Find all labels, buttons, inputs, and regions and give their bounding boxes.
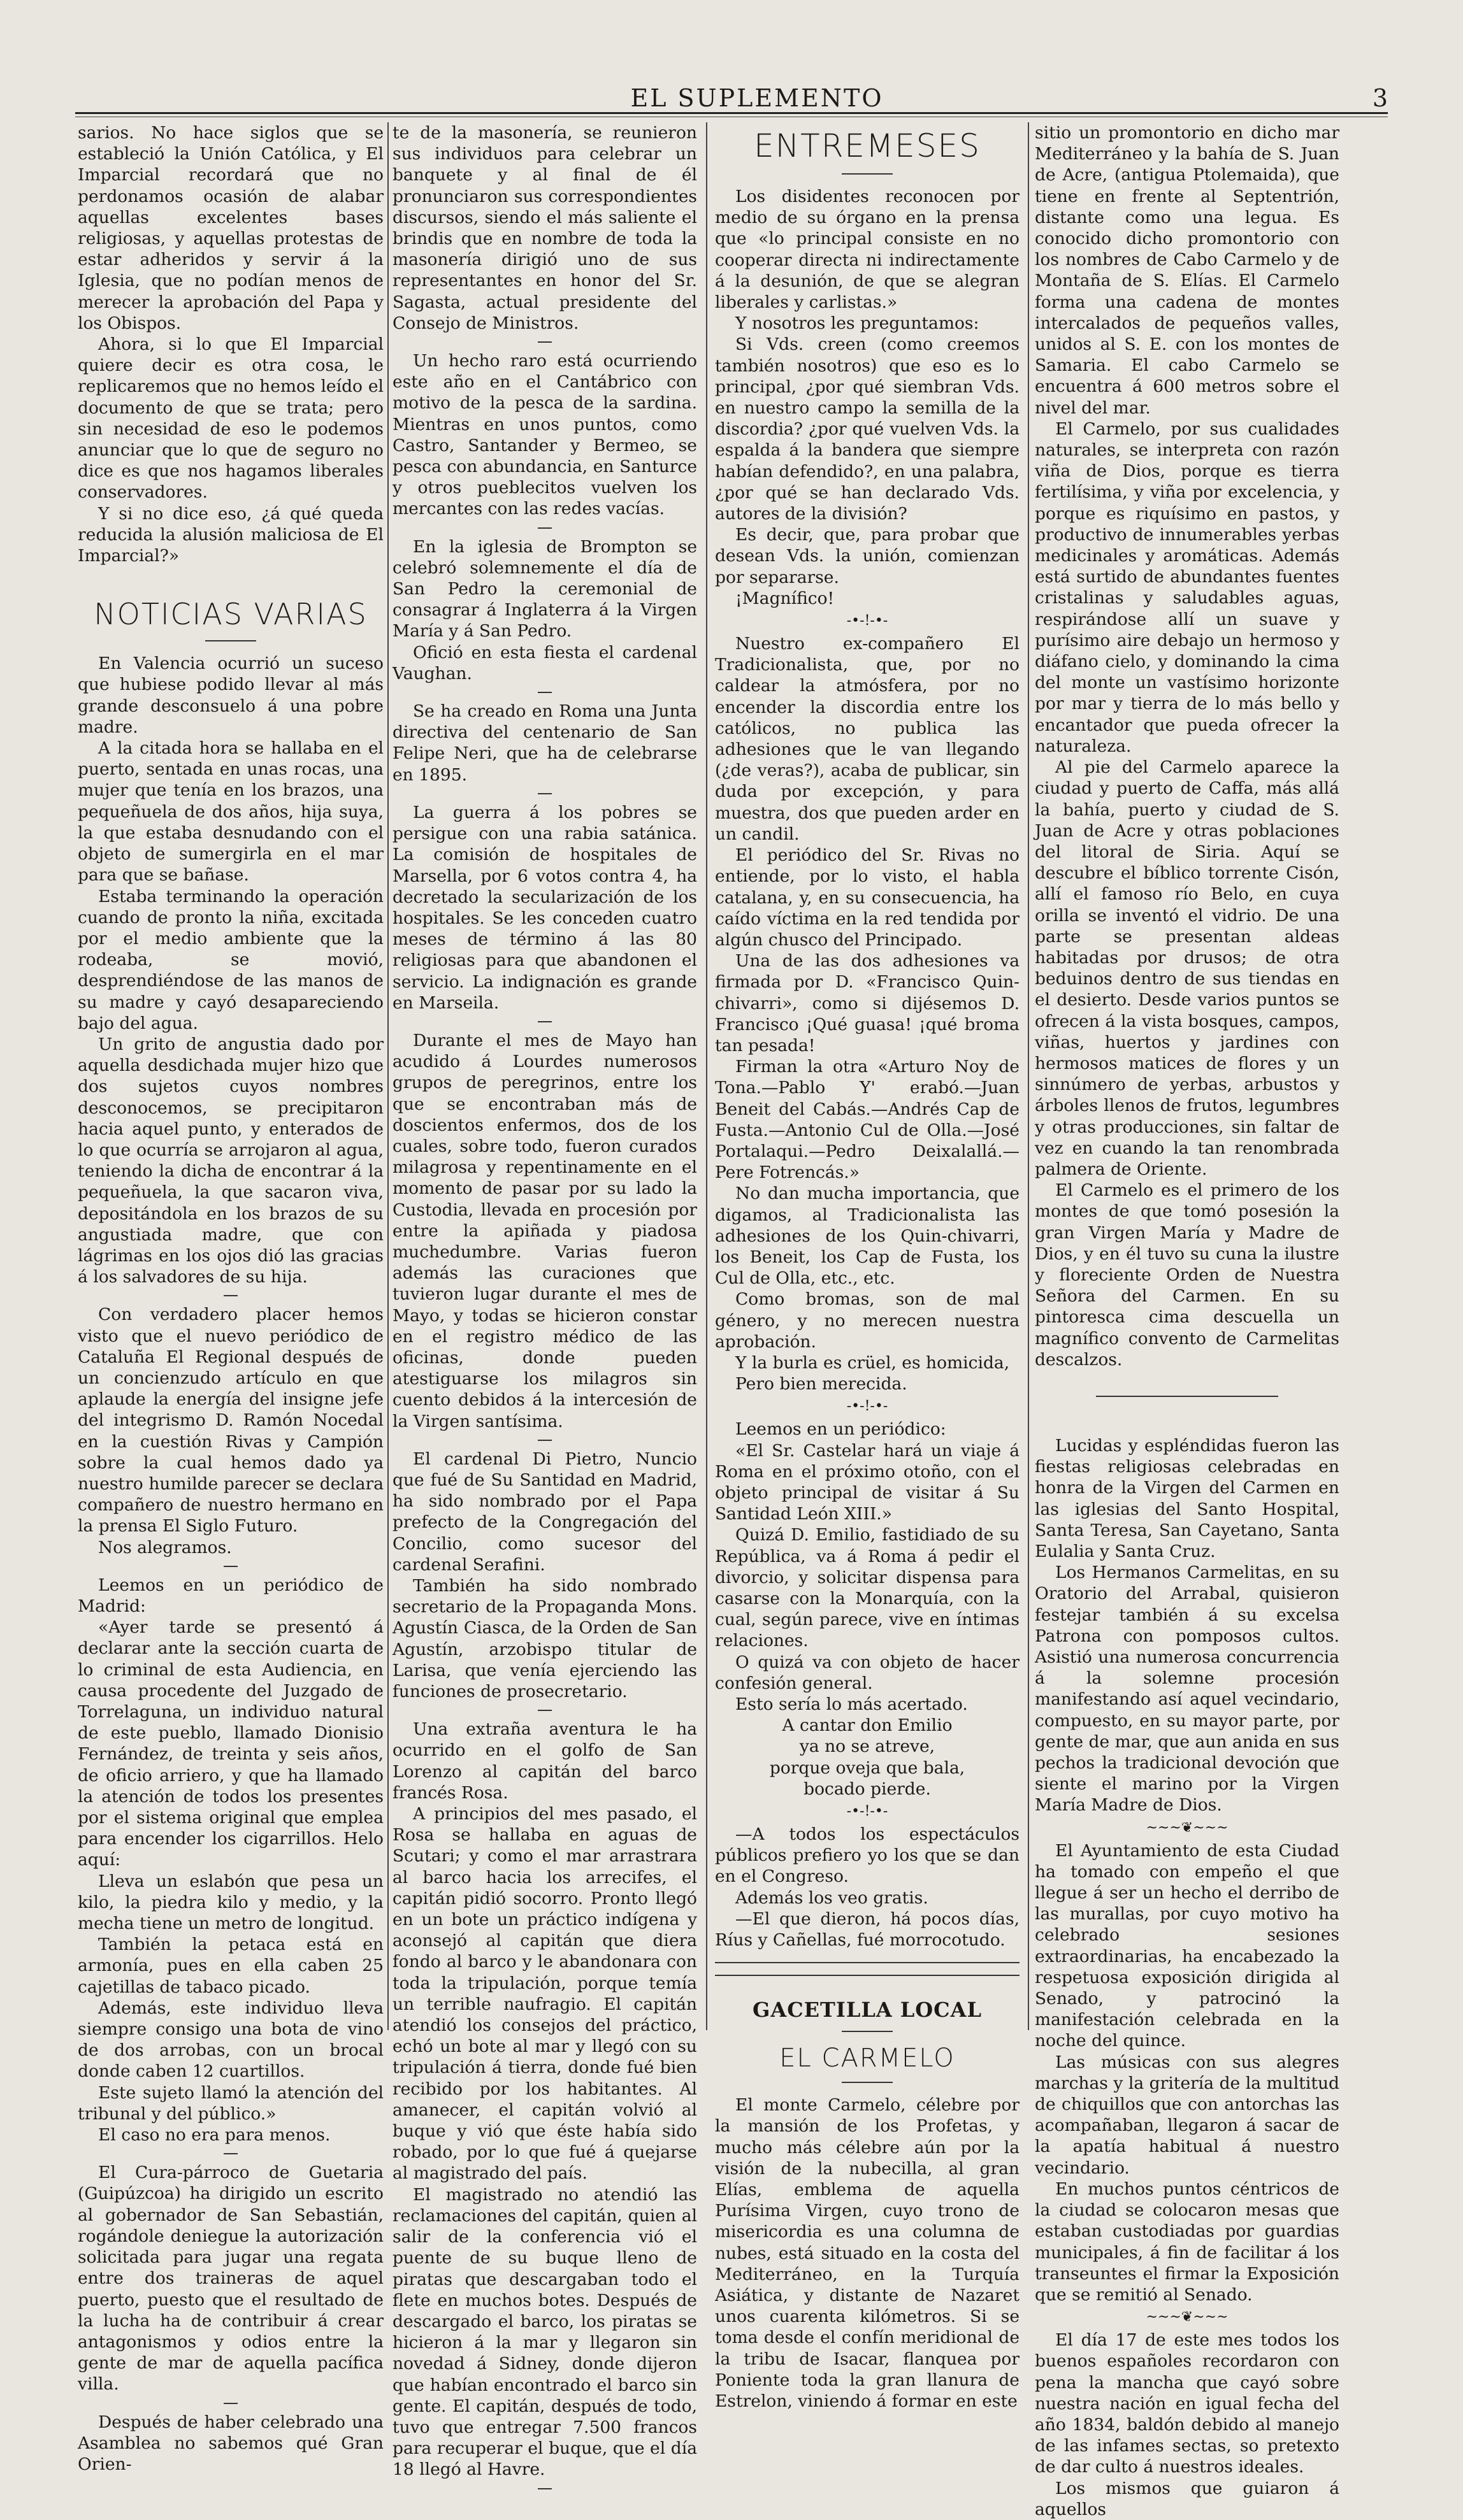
- paragraph: Como bromas, son de mal género, y no merecen nuestra aprobación.: [715, 1289, 1020, 1352]
- paragraph: La guerra á los pobres se persigue con una rabia satánica. La comisión de hospitales de Marsella, por 6 votos contra 4, ha decretado la secularización de los hospitales. Se les conceden cuatro meses de término á las 80 religiosas para que abandonen el servicio. La indignación es grande en Marseila.: [393, 802, 697, 1013]
- separator: [538, 341, 552, 343]
- ornament-separator: -•-!-•-: [846, 613, 888, 629]
- paragraph: El Cura-párroco de Guetaria (Guipúzcoa) ha dirigido un escrito al gobernador de San Sebastián, rogándole deniegue la autorización solicitada para jugar una regata entre dos traineras de aquel puerto, puesto que el resultado de la lucha ha de contribuir á crear antagonismos y odios entre la gente de mar de aquella pacífica villa.: [78, 2163, 384, 2395]
- paragraph: No dan mucha importancia, que digamos, al Tradicionalista las adhesiones de los Quin-chivarri, los Beneit, los Cap de Fusta, los Cul de Olla, etc., etc.: [715, 1184, 1020, 1289]
- paragraph: Una extraña aventura le ha ocurrido en el golfo de San Lorenzo al capitán del barco francés Rosa.: [393, 1719, 697, 1803]
- paragraph: ¡Magnífico!: [735, 588, 835, 608]
- separator: [224, 2403, 238, 2404]
- column-divider: [706, 122, 707, 2030]
- paragraph: Leemos en un periódico de Madrid:: [78, 1575, 384, 1616]
- paragraph: sarios. No hace siglos que se estableció la Unión Católica, y El Imparcial recordará que no perdonamos ocasión de alabar aquellas excelentes bases religiosas, y aquellas protestas de estar adheridos y servir á la Iglesia, que no podían menos de merecer la aprobación del Papa y los Obispos.: [78, 123, 384, 333]
- section-divider: [715, 1962, 1020, 1963]
- section-rule: [205, 640, 256, 641]
- paragraph: A la citada hora se hallaba en el puerto, sentada en unas rocas, una mujer que tenía en los brazos, una pequeñuela de dos años, hija suya, la que estaba desnudando con el objeto de sumergirla en el mar para que se bañase.: [78, 738, 384, 885]
- separator: [538, 527, 552, 529]
- paragraph: El caso no era para menos.: [98, 2125, 331, 2145]
- paragraph: Lucidas y espléndidas fueron las fiestas religiosas celebradas en honra de la Virgen del Carmen en las iglesias del Santo Hospital, Santa Teresa, San Cayetano, Santa Eulalia y Santa Cruz.: [1035, 1435, 1339, 1561]
- section-title-carmelo: EL CARMELO: [779, 2044, 955, 2073]
- header-rule: [75, 112, 1388, 114]
- page-header: [75, 82, 1388, 120]
- section-title-noticias: NOTICIAS VARIAS: [94, 597, 368, 632]
- running-title: EL SUPLEMENTO: [630, 84, 884, 112]
- separator: [538, 1710, 552, 1711]
- paragraph: Los mismos que guiaron á aquellos: [1035, 2478, 1339, 2519]
- paragraph: Quizá D. Emilio, fastidiado de su República, va á Roma á pedir el divorcio, y solicitar dispensa para casarse con la Monarquía, con la cual, según parece, vive en íntimas relaciones.: [715, 1525, 1020, 1651]
- paragraph: Esto sería lo más acertado.: [735, 1694, 968, 1715]
- paragraph: Y si no dice eso, ¿á qué queda reducida la alusión maliciosa de El Imparcial?»: [78, 503, 384, 566]
- paragraph: Lleva un eslabón que pesa un kilo, la piedra kilo y medio, y la mecha tiene un metro de longitud.: [78, 1871, 384, 1934]
- paragraph: Un grito de angustia dado por aquella desdichada mujer hizo que dos sujetos cuyos nombres desconocemos, se precipitaron hacia aquel punto, y enterados de lo que ocurría se arrojaron al agua, teniendo la dicha de encontrar á la pequeñuela, la que sacaron viva, depositándola en los brazos de su angustiada madre, que con lágrimas en los ojos dió las gracias á los salvadores de su hija.: [78, 1034, 384, 1287]
- paragraph: Ofició en esta fiesta el cardenal Vaughan.: [393, 642, 697, 684]
- paragraph: En Valencia ocurrió un suceso que hubiese podido llevar al más grande desconsuelo á una pobre madre.: [78, 654, 384, 737]
- paragraph: Nuestro ex-compañero El Tradicionalista, que, por no caldear la atmósfera, por no encender la discordia entre los católicos, no publica las adhesiones que le van llegando (¿de veras?), acaba de publicar, sin duda por excepción, y para muestra, dos que pueden arder en un candil.: [715, 634, 1020, 844]
- section-divider: [1096, 1396, 1279, 1397]
- paragraph: Con verdadero placer hemos visto que el nuevo periódico de Cataluña El Regional después de un concienzudo artículo en que aplaude la energía del insigne jefe del integrismo D. Ramón Nocedal en la cuestión Rivas y Campión sobre la cual hemos dado ya nuestro humilde parecer se declara compañero de nuestro hermano en la prensa El Siglo Futuro.: [78, 1305, 384, 1536]
- paragraph: Y nosotros les preguntamos:: [735, 313, 979, 334]
- paragraph: «Ayer tarde se presentó á declarar ante la sección cuarta de lo criminal de esta Audiencia, en causa procedente del Juzgado de Torrelaguna, un individuo natural de este pueblo, llamado Dionisio Fernández, de treinta y seis años, de oficio arriero, y que ha llamado la atención de todos los presentes por el sistema original que emplea para encender los cigarrillos. Helo aquí:: [78, 1617, 384, 1870]
- paragraph: El Carmelo, por sus cualidades naturales, se interpreta con razón viña de Dios, porque es tierra fertilísima, y viña por excelencia, y porque es riquísimo en pastos, y productivo de innumerables yerbas medicinales y aromáticas. Además está surtido de abundantes fuentes cristalinas y saludables aguas, respirándose allí un suave y purísimo aire debajo un hermoso y diáfano cielo, y dominando la cima del monte un vastísimo horizonte por mar y tierra de lo más bello y encantador que pueda ofrecer la naturaleza.: [1035, 419, 1339, 756]
- paragraph: El Ayuntamiento de esta Ciudad ha tomado con empeño el que llegue á ser un hecho el derribo de las murallas, por cuyo motivo ha celebrado sesiones extraordinarias, ha encabezado la respetuosa exposición dirigida al Senado, y patrocinó la manifestación celebrada en la noche del quince.: [1035, 1840, 1339, 2051]
- paragraph: También ha sido nombrado secretario de la Propaganda Mons. Agustín Ciasca, de la Orden de San Agustín, arzobispo titular de Larisa, que venía ejerciendo las funciones de prosecretario.: [393, 1576, 697, 1702]
- separator: [538, 2488, 552, 2489]
- paragraph: Durante el mes de Mayo han acudido á Lourdes numerosos grupos de peregrinos, entre los que se encontraban más de doscientos enfermos, dos de los cuales, sobre todo, fueron curados milagrosa y repentinamente en el momento de pasar por su lado la Custodia, llevada en procesión por entre la apiñada y piadosa muchedumbre. Varias fueron además las curaciones que tuvieron lugar durante el mes de Mayo, y todas se hicieron constar en el registro médico de las oficinas, donde pueden atestiguarse los milagros sin cuento debidos á la intercesión de la Virgen santísima.: [393, 1030, 697, 1431]
- separator: [538, 793, 552, 794]
- paragraph: Después de haber celebrado una Asamblea no sabemos qué Gran Orien-: [78, 2412, 384, 2474]
- verse-line: porque oveja que bala,: [769, 1758, 965, 1778]
- paragraph: Si Vds. creen (como creemos también nosotros) que eso es lo principal, ¿por qué siembran Vds. en nuestro campo la semilla de la discordia? ¿por qué vuelven Vds. la espalda á la bandera que siempre habían defendido?, en una palabra, ¿por qué se han declarado Vds. autores de la división?: [715, 334, 1020, 524]
- ornament-separator: -•-!-•-: [846, 1803, 888, 1820]
- column-1: [78, 122, 384, 2474]
- paragraph: En la iglesia de Brompton se celebró solemnemente el día de San Pedro la ceremonial de consagrar á Inglaterra á la Virgen María y á San Pedro.: [393, 536, 697, 641]
- column-divider: [1028, 122, 1029, 2030]
- separator: [538, 692, 552, 693]
- section-title-gacetilla: GACETILLA LOCAL: [753, 1998, 982, 2022]
- separator: [538, 1440, 552, 1441]
- column-2: [393, 122, 697, 2480]
- paragraph: Pero bien merecida.: [735, 1374, 907, 1394]
- section-rule: [842, 2082, 893, 2083]
- section-divider: [715, 1975, 1020, 1976]
- verse-line: A cantar don Emilio: [782, 1715, 953, 1736]
- section-title-entremeses: ENTREMESES: [754, 127, 981, 164]
- paragraph: Un hecho raro está ocurriendo este año en el Cantábrico con motivo de la pesca de la sardina. Mientras en unos puntos, como Castro, Santander y Bermeo, se pesca con abundancia, en Santurce y otros pueblecitos vuelven los mercantes con las redes vacías.: [393, 351, 697, 519]
- paragraph: Los Hermanos Carmelitas, en su Oratorio del Arrabal, quisieron festejar también á su excelsa Patrona con pomposos cultos. Asistió una numerosa concurrencia á la solemne procesión manifestando así aquel vecindario, compuesto, en su mayor parte, por gente de mar, que aun anida en sus pechos la tradicional devoción que siente el marino por la Virgen María Madre de Dios.: [1035, 1563, 1339, 1815]
- paragraph: Además, este individuo lleva siempre consigo una bota de vino de dos arrobas, con un brocal donde caben 12 cuartillos.: [78, 1998, 384, 2082]
- paragraph: Las músicas con sus alegres marchas y la gritería de la multitud de chiquillos que con antorchas las acompañaban, llegaron á sacar de la apatía habitual á nuestro vecindario.: [1035, 2052, 1339, 2178]
- ornament-separator: -•-!-•-: [846, 1398, 888, 1415]
- separator: [224, 1295, 238, 1296]
- paragraph: El periódico del Sr. Rivas no entiende, por lo visto, el habla catalana, y, en su consecuencia, ha caído víctima en la red tendida por algún chusco del Principado.: [715, 845, 1020, 950]
- paragraph: Es decir, que, para probar que desean Vds. la unión, comienzan por separarse.: [715, 525, 1020, 587]
- paragraph: Este sujeto llamó la atención del tribunal y del público.»: [78, 2082, 384, 2124]
- paragraph: Una de las dos adhesiones va firmada por D. «Francisco Quin-chivarri», como si dijésemos D. Francisco ¡Qué guasa! ¡qué broma tan pesada!: [715, 951, 1020, 1056]
- column-3: [715, 122, 1020, 2412]
- paragraph: Ahora, si lo que El Imparcial quiere decir es otra cosa, le replicaremos que no hemos leído el documento de que se trata; pero sin necesidad de eso le podemos anunciar que lo que de seguro no dice es que nos hagamos liberales conservadores.: [78, 334, 384, 503]
- page-number: 3: [1372, 84, 1388, 112]
- paragraph: Leemos en un periódico:: [735, 1419, 946, 1440]
- paragraph: Se ha creado en Roma una Junta directiva del centenario de San Felipe Neri, que ha de celebrarse en 1895.: [393, 701, 697, 785]
- paragraph: El cardenal Di Pietro, Nuncio que fué de Su Santidad en Madrid, ha sido nombrado por el Papa prefecto de la Congregación del Concilio, como sucesor del cardenal Serafini.: [393, 1449, 697, 1575]
- paragraph: El Carmelo es el primero de los montes de que tomó posesión la gran Virgen María y Madre de Dios, y en él tuvo su cuna la ilustre y floreciente Orden de Nuestra Señora del Carmen. En su pintoresca cima descuella un magnífico convento de Carmelitas descalzos.: [1035, 1180, 1339, 1370]
- paragraph: También la petaca está en armonía, pues en ella caben 25 cajetillas de tabaco picado.: [78, 1935, 384, 1997]
- section-rule: [842, 2031, 893, 2032]
- paragraph: —A todos los espectáculos públicos prefiero yo los que se dan en el Congreso.: [715, 1824, 1020, 1887]
- ornament-separator: ~~~❦~~~: [1146, 2309, 1229, 2326]
- paragraph: Estaba terminando la operación cuando de pronto la niña, excitada por el medio ambiente que la rodeaba, se movió, desprendiéndose de las manos de su madre y cayó desapareciendo bajo del agua.: [78, 886, 384, 1033]
- paragraph: Los disidentes reconocen por medio de su órgano en la prensa que «lo principal consiste en no cooperar directa ni indirectamente á la desunión, de que se alegran liberales y carlistas.»: [715, 187, 1020, 313]
- separator: [224, 1566, 238, 1567]
- separator: [538, 1021, 552, 1022]
- separator: [224, 2153, 238, 2154]
- paragraph: El magistrado no atendió las reclamaciones del capitán, quien al salir de la conferencia vió el puente de su buque lleno de piratas que descargaban todo el flete en muchos botes. Después de descargado el barco, los piratas se hicieron á la mar y llegaron sin novedad á Sidney, donde dijeron que habían encontrado el barco sin gente. El capitán, después de todo, tuvo que entregar 7.500 francos para recuperar el buque, que el día 18 llegó al Havre.: [393, 2184, 697, 2480]
- column-divider: [387, 122, 389, 2030]
- paragraph: A principios del mes pasado, el Rosa se hallaba en aguas de Scutari; y como el mar arrastrara al barco hacia los arrecifes, el capitán pidió socorro. Pronto llegó en un bote un práctico indígena y aconsejó al capitán que diera fondo al barco y le abandonara con toda la tripulación, porque temía un terrible naufragio. El capitán atendió los consejos del práctico, echó un bote al mar y llegó con su tripulación á tierra, donde fué bien recibido por los habitantes. Al amanecer, el capitán volvió al buque y vió que éste había sido robado, por lo que fué á quejarse al magistrado del país.: [393, 1804, 697, 2184]
- column-4: [1035, 122, 1339, 2519]
- paragraph: Y la burla es crüel, es homicida,: [735, 1352, 1010, 1373]
- paragraph: El monte Carmelo, célebre por la mansión de los Profetas, y mucho más célebre aún por la visión de la nubecilla, al gran Elías, emblema de aquella Purísima Virgen, cuyo trono de misericordia es una columna de nubes, está situado en la costa del Mediterráneo, en la Turquía Asiática, y distante de Nazaret unos cuarenta kilómetros. Si se toma desde el confín meridional de la tribu de Isacar, flanquea por Poniente toda la gran llanura de Estrelon, viniendo á formar en este: [715, 2095, 1020, 2412]
- paragraph: sitio un promontorio en dicho mar Mediterráneo y la bahía de S. Juan de Acre, (antigua Ptolemaida), que tiene en frente al Septentrión, distante como una legua. Es conocido dicho promontorio con los nombres de Cabo Carmelo y de Montaña de S. Elías. El Carmelo forma una cadena de montes intercalados de pequeños valles, unidos al S. E. con los montes de Samaria. El cabo Carmelo se encuentra á 600 metros sobre el nivel del mar.: [1035, 123, 1339, 418]
- paragraph: El día 17 de este mes todos los buenos españoles recordaron con pena la mancha que cayó sobre nuestra nación en igual fecha del año 1834, baldón debido al manejo de las infames sectas, so pretexto de dar culto á nuestros ideales.: [1035, 2330, 1339, 2477]
- paragraph: O quizá va con objeto de hacer confesión general.: [715, 1652, 1020, 1693]
- paragraph: te de la masonería, se reunieron sus individuos para celebrar un banquete y al final de él pronunciaron sus correspondientes discursos, siendo el más saliente el brindis que en nombre de toda la masonería dirigió uno de sus representantes en honor del Sr. Sagasta, actual presidente del Consejo de Ministros.: [393, 123, 697, 333]
- paragraph: Al pie del Carmelo aparece la ciudad y puerto de Caffa, más allá la bahía, puerto y ciudad de S. Juan de Acre y otras poblaciones del litoral de Siria. Aquí se descubre el bíblico torrente Cisón, allí el famoso río Belo, en cuya orilla se inventó el vidrio. De una parte se presentan aldeas habitadas por drusos; de otra beduinos dentro de sus tiendas en el desierto. Desde varios puntos se ofrecen á la vista bosques, campos, viñas, huertos y jardines con hermosos matices de flores y un sinnúmero de yerbas, arbustos y árboles llenos de frutos, legumbres y otras producciones, sin faltar de vez en cuando la tan renombrada palmera de Oriente.: [1035, 757, 1339, 1179]
- verse-line: ya no se atreve,: [799, 1736, 935, 1757]
- paragraph: Además los veo gratis.: [735, 1887, 928, 1908]
- paragraph: —El que dieron, há pocos días, Ríus y Cañellas, fué morrocotudo.: [715, 1908, 1020, 1951]
- paragraph: «El Sr. Castelar hará un viaje á Roma en el próximo otoño, con el objeto principal de visitar á Su Santidad León XIII.»: [715, 1440, 1020, 1524]
- paragraph: Firman la otra «Arturo Noy de Tona.—Pablo Y' erabó.—Juan Beneit del Cabás.—Andrés Cap de Fusta.—Antonio Cul de Olla.—José Portalaqui.—Pedro Deixalallá.—Pere Fotrencás.»: [715, 1057, 1020, 1183]
- verse-line: bocado pierde.: [804, 1779, 931, 1799]
- ornament-separator: ~~~❦~~~: [1146, 1819, 1229, 1836]
- paragraph: Nos alegramos.: [98, 1537, 232, 1557]
- section-rule: [842, 173, 893, 175]
- paragraph: En muchos puntos céntricos de la ciudad se colocaron mesas que estaban custodiadas por guardias municipales, á fin de facilitar á los transeuntes el firmar la Exposición que se remitió al Senado.: [1035, 2179, 1339, 2305]
